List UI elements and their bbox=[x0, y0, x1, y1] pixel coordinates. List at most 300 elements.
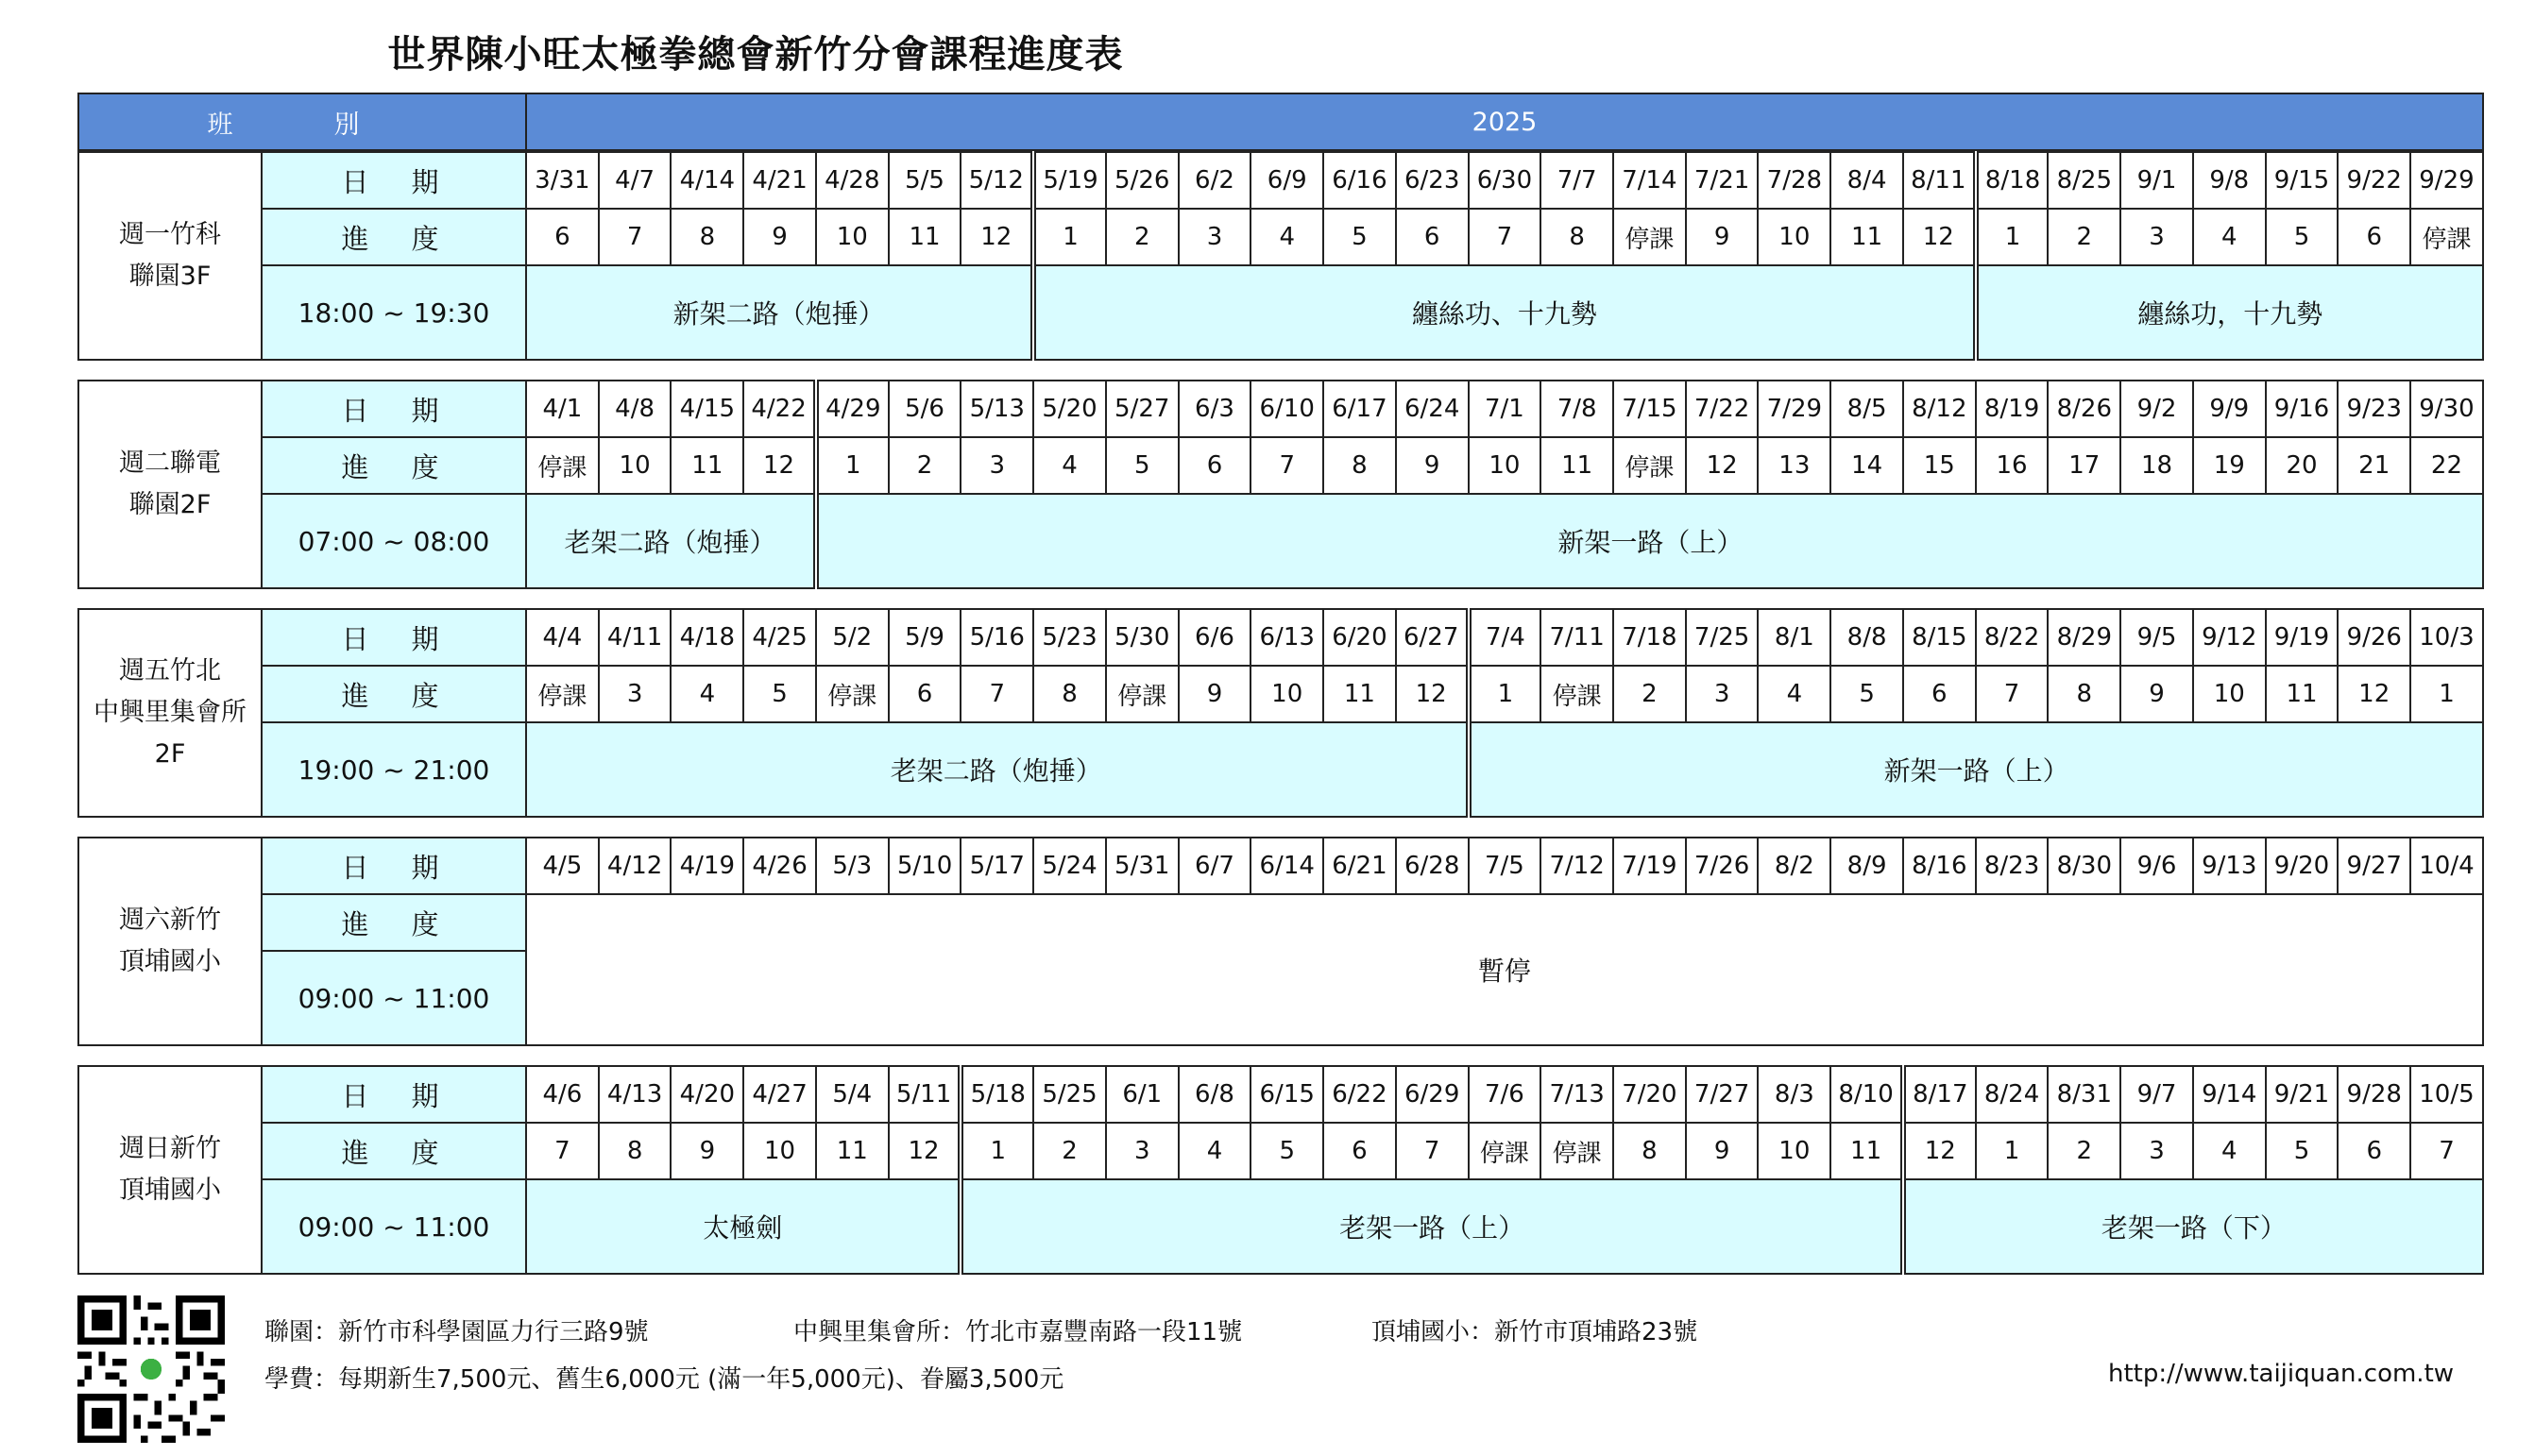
date-cell: 7/6 bbox=[1469, 1066, 1541, 1123]
progress-cell: 2 bbox=[1033, 1123, 1106, 1179]
date-cell: 7/14 bbox=[1613, 152, 1686, 209]
progress-cell: 停課 bbox=[1540, 666, 1613, 722]
progress-cell: 4 bbox=[1758, 666, 1830, 722]
date-cell: 8/10 bbox=[1830, 1066, 1903, 1123]
progress-cell: 6 bbox=[526, 209, 599, 265]
progress-cell: 12 bbox=[1686, 437, 1759, 494]
date-cell: 3/31 bbox=[526, 152, 599, 209]
date-cell: 8/8 bbox=[1830, 609, 1903, 666]
progress-cell: 10 bbox=[743, 1123, 816, 1179]
date-cell: 9/2 bbox=[2120, 381, 2193, 437]
date-cell: 9/14 bbox=[2193, 1066, 2266, 1123]
progress-cell: 3 bbox=[1686, 666, 1759, 722]
class-schedule-5 bbox=[77, 1065, 2484, 1275]
class-name-line: 聯園3F bbox=[128, 262, 212, 291]
date-cell: 8/29 bbox=[2048, 609, 2120, 666]
progress-cell: 6 bbox=[1179, 437, 1251, 494]
date-cell: 4/25 bbox=[743, 609, 816, 666]
class-header: 班 別 bbox=[78, 93, 526, 150]
progress-row-label: 進 度 bbox=[262, 437, 526, 494]
curriculum-phase: 老架一路（上） bbox=[961, 1179, 1903, 1274]
progress-cell: 9 bbox=[1686, 209, 1759, 265]
progress-cell: 20 bbox=[2266, 437, 2339, 494]
date-cell: 7/19 bbox=[1613, 838, 1686, 894]
progress-cell: 7 bbox=[526, 1123, 599, 1179]
date-cell: 8/15 bbox=[1903, 609, 1976, 666]
class-name bbox=[78, 838, 262, 1045]
date-cell: 4/20 bbox=[671, 1066, 743, 1123]
date-cell: 4/5 bbox=[526, 838, 599, 894]
date-cell: 4/6 bbox=[526, 1066, 599, 1123]
date-cell: 9/29 bbox=[2410, 152, 2483, 209]
date-row-label: 日 期 bbox=[262, 152, 526, 209]
progress-cell: 2 bbox=[1613, 666, 1686, 722]
date-cell: 9/5 bbox=[2120, 609, 2193, 666]
progress-cell: 1 bbox=[1033, 209, 1106, 265]
class-time: 19:00 ~ 21:00 bbox=[262, 722, 526, 817]
progress-cell: 停課 bbox=[1613, 437, 1686, 494]
date-cell: 6/1 bbox=[1106, 1066, 1179, 1123]
progress-cell: 3 bbox=[599, 666, 672, 722]
progress-cell: 5 bbox=[743, 666, 816, 722]
progress-cell: 6 bbox=[2338, 209, 2410, 265]
progress-cell: 3 bbox=[2120, 1123, 2193, 1179]
date-cell: 5/4 bbox=[816, 1066, 889, 1123]
date-cell: 7/29 bbox=[1758, 381, 1830, 437]
date-cell: 4/1 bbox=[526, 381, 599, 437]
date-cell: 7/18 bbox=[1613, 609, 1686, 666]
date-cell: 4/12 bbox=[599, 838, 672, 894]
date-cell: 5/27 bbox=[1106, 381, 1179, 437]
class-name bbox=[78, 152, 262, 360]
progress-cell: 10 bbox=[1758, 1123, 1830, 1179]
progress-cell: 3 bbox=[961, 437, 1033, 494]
progress-cell: 21 bbox=[2338, 437, 2410, 494]
date-cell: 5/30 bbox=[1106, 609, 1179, 666]
progress-cell: 停課 bbox=[2410, 209, 2483, 265]
date-cell: 6/17 bbox=[1323, 381, 1396, 437]
progress-cell: 13 bbox=[1758, 437, 1830, 494]
date-cell: 8/4 bbox=[1830, 152, 1903, 209]
class-name bbox=[78, 609, 262, 817]
progress-row-label: 進 度 bbox=[262, 894, 526, 951]
date-cell: 9/16 bbox=[2266, 381, 2339, 437]
class-schedule-4 bbox=[77, 837, 2484, 1046]
date-cell: 9/15 bbox=[2266, 152, 2339, 209]
curriculum-phase: 新架一路（上） bbox=[1469, 722, 2483, 817]
progress-cell: 7 bbox=[961, 666, 1033, 722]
date-cell: 4/11 bbox=[599, 609, 672, 666]
date-cell: 6/28 bbox=[1396, 838, 1469, 894]
date-cell: 6/3 bbox=[1179, 381, 1251, 437]
date-cell: 6/9 bbox=[1250, 152, 1323, 209]
date-cell: 5/17 bbox=[961, 838, 1033, 894]
date-cell: 8/31 bbox=[2048, 1066, 2120, 1123]
progress-cell: 5 bbox=[2266, 209, 2339, 265]
date-cell: 8/1 bbox=[1758, 609, 1830, 666]
date-cell: 9/20 bbox=[2266, 838, 2339, 894]
progress-cell: 2 bbox=[889, 437, 961, 494]
date-cell: 4/7 bbox=[599, 152, 672, 209]
date-cell: 5/26 bbox=[1106, 152, 1179, 209]
date-cell: 7/7 bbox=[1540, 152, 1613, 209]
progress-cell: 17 bbox=[2048, 437, 2120, 494]
progress-cell: 停課 bbox=[526, 666, 599, 722]
progress-cell: 4 bbox=[1250, 209, 1323, 265]
date-cell: 5/18 bbox=[961, 1066, 1033, 1123]
date-cell: 6/14 bbox=[1250, 838, 1323, 894]
progress-cell: 16 bbox=[1976, 437, 2049, 494]
date-cell: 6/13 bbox=[1250, 609, 1323, 666]
date-cell: 6/7 bbox=[1179, 838, 1251, 894]
date-cell: 5/9 bbox=[889, 609, 961, 666]
progress-cell: 7 bbox=[1469, 209, 1541, 265]
date-cell: 9/21 bbox=[2266, 1066, 2339, 1123]
date-cell: 7/25 bbox=[1686, 609, 1759, 666]
progress-cell: 11 bbox=[2266, 666, 2339, 722]
date-cell: 6/30 bbox=[1469, 152, 1541, 209]
date-cell: 7/4 bbox=[1469, 609, 1541, 666]
progress-cell: 1 bbox=[1469, 666, 1541, 722]
date-cell: 4/22 bbox=[743, 381, 816, 437]
date-cell: 4/19 bbox=[671, 838, 743, 894]
progress-row-label: 進 度 bbox=[262, 209, 526, 265]
progress-cell: 6 bbox=[2338, 1123, 2410, 1179]
progress-cell: 8 bbox=[671, 209, 743, 265]
date-cell: 4/15 bbox=[671, 381, 743, 437]
progress-row-label: 進 度 bbox=[262, 1123, 526, 1179]
class-name-line: 2F bbox=[154, 739, 186, 769]
date-cell: 8/24 bbox=[1976, 1066, 2049, 1123]
date-cell: 10/4 bbox=[2410, 838, 2483, 894]
progress-cell: 1 bbox=[1976, 1123, 2049, 1179]
progress-cell: 4 bbox=[2193, 209, 2266, 265]
date-cell: 7/22 bbox=[1686, 381, 1759, 437]
progress-cell: 19 bbox=[2193, 437, 2266, 494]
date-cell: 6/10 bbox=[1250, 381, 1323, 437]
progress-cell: 1 bbox=[816, 437, 889, 494]
progress-cell: 9 bbox=[1686, 1123, 1759, 1179]
class-time: 09:00 ~ 11:00 bbox=[262, 1179, 526, 1274]
progress-cell: 11 bbox=[1830, 1123, 1903, 1179]
progress-cell: 8 bbox=[1613, 1123, 1686, 1179]
progress-cell: 11 bbox=[1540, 437, 1613, 494]
date-row-label: 日 期 bbox=[262, 381, 526, 437]
progress-cell: 12 bbox=[1396, 666, 1469, 722]
date-row-label: 日 期 bbox=[262, 838, 526, 894]
progress-cell: 1 bbox=[1976, 209, 2049, 265]
progress-cell: 6 bbox=[1903, 666, 1976, 722]
date-cell: 7/28 bbox=[1758, 152, 1830, 209]
progress-cell: 12 bbox=[1903, 1123, 1976, 1179]
progress-cell: 12 bbox=[1903, 209, 1976, 265]
progress-cell: 11 bbox=[816, 1123, 889, 1179]
class-name-line: 週一竹科 bbox=[119, 220, 221, 249]
class-name-line: 頂埔國小 bbox=[119, 1176, 221, 1205]
progress-cell: 1 bbox=[961, 1123, 1033, 1179]
date-cell: 7/13 bbox=[1540, 1066, 1613, 1123]
date-cell: 7/27 bbox=[1686, 1066, 1759, 1123]
date-cell: 5/11 bbox=[889, 1066, 961, 1123]
date-cell: 5/25 bbox=[1033, 1066, 1106, 1123]
date-cell: 8/2 bbox=[1758, 838, 1830, 894]
date-cell: 4/29 bbox=[816, 381, 889, 437]
progress-cell: 10 bbox=[2193, 666, 2266, 722]
date-cell: 5/5 bbox=[889, 152, 961, 209]
progress-cell: 7 bbox=[1976, 666, 2049, 722]
progress-cell: 22 bbox=[2410, 437, 2483, 494]
curriculum-phase: 老架二路（炮捶） bbox=[526, 494, 816, 588]
date-cell: 7/15 bbox=[1613, 381, 1686, 437]
date-cell: 4/28 bbox=[816, 152, 889, 209]
progress-cell: 12 bbox=[743, 437, 816, 494]
progress-cell: 7 bbox=[599, 209, 672, 265]
qr-code bbox=[77, 1295, 225, 1443]
date-cell: 6/16 bbox=[1323, 152, 1396, 209]
date-cell: 5/16 bbox=[961, 609, 1033, 666]
date-cell: 10/3 bbox=[2410, 609, 2483, 666]
progress-cell: 停課 bbox=[1106, 666, 1179, 722]
date-cell: 9/23 bbox=[2338, 381, 2410, 437]
progress-cell: 9 bbox=[1179, 666, 1251, 722]
progress-cell: 7 bbox=[1250, 437, 1323, 494]
date-cell: 5/24 bbox=[1033, 838, 1106, 894]
class-schedule-3 bbox=[77, 608, 2484, 818]
progress-cell: 14 bbox=[1830, 437, 1903, 494]
progress-cell: 10 bbox=[1469, 437, 1541, 494]
date-cell: 4/14 bbox=[671, 152, 743, 209]
progress-cell: 7 bbox=[2410, 1123, 2483, 1179]
date-cell: 9/22 bbox=[2338, 152, 2410, 209]
date-cell: 6/8 bbox=[1179, 1066, 1251, 1123]
progress-cell: 5 bbox=[1830, 666, 1903, 722]
date-cell: 5/2 bbox=[816, 609, 889, 666]
date-cell: 6/27 bbox=[1396, 609, 1469, 666]
date-cell: 7/26 bbox=[1686, 838, 1759, 894]
date-cell: 6/2 bbox=[1179, 152, 1251, 209]
header-band bbox=[77, 93, 2484, 151]
tuition-fees: 學費：每期新生7,500元、舊生6,000元 (滿一年5,000元)、眷屬3,500元 bbox=[264, 1365, 1064, 1394]
date-cell: 6/24 bbox=[1396, 381, 1469, 437]
date-cell: 5/20 bbox=[1033, 381, 1106, 437]
date-cell: 9/28 bbox=[2338, 1066, 2410, 1123]
date-cell: 5/19 bbox=[1033, 152, 1106, 209]
date-cell: 6/20 bbox=[1323, 609, 1396, 666]
date-cell: 4/4 bbox=[526, 609, 599, 666]
date-cell: 8/12 bbox=[1903, 381, 1976, 437]
date-cell: 9/7 bbox=[2120, 1066, 2193, 1123]
progress-cell: 2 bbox=[2048, 1123, 2120, 1179]
progress-cell: 4 bbox=[1179, 1123, 1251, 1179]
class-time: 18:00 ~ 19:30 bbox=[262, 265, 526, 360]
date-cell: 10/5 bbox=[2410, 1066, 2483, 1123]
date-cell: 9/30 bbox=[2410, 381, 2483, 437]
progress-cell: 6 bbox=[1323, 1123, 1396, 1179]
progress-cell: 1 bbox=[2410, 666, 2483, 722]
date-cell: 8/3 bbox=[1758, 1066, 1830, 1123]
progress-cell: 12 bbox=[2338, 666, 2410, 722]
progress-cell: 8 bbox=[1033, 666, 1106, 722]
website-url[interactable]: http://www.taijiquan.com.tw bbox=[2108, 1360, 2455, 1388]
progress-cell: 9 bbox=[671, 1123, 743, 1179]
date-cell: 9/26 bbox=[2338, 609, 2410, 666]
date-cell: 4/21 bbox=[743, 152, 816, 209]
date-cell: 4/13 bbox=[599, 1066, 672, 1123]
date-cell: 6/6 bbox=[1179, 609, 1251, 666]
progress-cell: 18 bbox=[2120, 437, 2193, 494]
address-zhongxing: 中興里集會所：竹北市嘉豐南路一段11號 bbox=[793, 1318, 1243, 1346]
date-cell: 6/29 bbox=[1396, 1066, 1469, 1123]
class-name-line: 聯園2F bbox=[128, 490, 212, 519]
progress-cell: 5 bbox=[1106, 437, 1179, 494]
page-title: 世界陳小旺太極拳總會新竹分會課程進度表 bbox=[387, 33, 1124, 76]
date-cell: 8/23 bbox=[1976, 838, 2049, 894]
date-cell: 6/21 bbox=[1323, 838, 1396, 894]
progress-cell: 5 bbox=[1250, 1123, 1323, 1179]
progress-cell: 9 bbox=[1396, 437, 1469, 494]
progress-cell: 8 bbox=[1540, 209, 1613, 265]
date-cell: 4/27 bbox=[743, 1066, 816, 1123]
date-cell: 7/8 bbox=[1540, 381, 1613, 437]
date-cell: 8/5 bbox=[1830, 381, 1903, 437]
progress-cell: 3 bbox=[1106, 1123, 1179, 1179]
date-cell: 8/22 bbox=[1976, 609, 2049, 666]
date-cell: 9/6 bbox=[2120, 838, 2193, 894]
progress-cell: 10 bbox=[1250, 666, 1323, 722]
date-cell: 4/26 bbox=[743, 838, 816, 894]
date-cell: 5/6 bbox=[889, 381, 961, 437]
class-name-line: 週二聯電 bbox=[119, 449, 221, 478]
curriculum-phase: 纏絲功，十九勢 bbox=[1976, 265, 2483, 360]
class-name bbox=[78, 1066, 262, 1274]
progress-cell: 停課 bbox=[816, 666, 889, 722]
progress-cell: 11 bbox=[1323, 666, 1396, 722]
class-schedule-2 bbox=[77, 380, 2484, 589]
progress-cell: 10 bbox=[1758, 209, 1830, 265]
class-name-line: 週六新竹 bbox=[119, 906, 221, 935]
date-cell: 8/25 bbox=[2048, 152, 2120, 209]
curriculum-phase: 太極劍 bbox=[526, 1179, 961, 1274]
date-cell: 6/15 bbox=[1250, 1066, 1323, 1123]
progress-cell: 4 bbox=[1033, 437, 1106, 494]
class-name bbox=[78, 381, 262, 588]
date-cell: 7/20 bbox=[1613, 1066, 1686, 1123]
curriculum-phase: 纏絲功、十九勢 bbox=[1033, 265, 1976, 360]
date-cell: 4/18 bbox=[671, 609, 743, 666]
date-cell: 5/3 bbox=[816, 838, 889, 894]
class-name-line: 週五竹北 bbox=[119, 656, 221, 686]
class-name-line: 中興里集會所 bbox=[94, 698, 247, 727]
date-cell: 8/26 bbox=[2048, 381, 2120, 437]
date-cell: 8/19 bbox=[1976, 381, 2049, 437]
date-cell: 5/23 bbox=[1033, 609, 1106, 666]
date-cell: 5/10 bbox=[889, 838, 961, 894]
date-cell: 9/19 bbox=[2266, 609, 2339, 666]
progress-cell: 停課 bbox=[1540, 1123, 1613, 1179]
progress-cell: 11 bbox=[671, 437, 743, 494]
year-header: 2025 bbox=[526, 93, 2483, 150]
progress-cell: 4 bbox=[671, 666, 743, 722]
date-cell: 8/11 bbox=[1903, 152, 1976, 209]
progress-cell: 4 bbox=[2193, 1123, 2266, 1179]
date-row-label: 日 期 bbox=[262, 1066, 526, 1123]
curriculum-phase: 新架一路（上） bbox=[816, 494, 2483, 588]
date-cell: 9/9 bbox=[2193, 381, 2266, 437]
date-cell: 9/12 bbox=[2193, 609, 2266, 666]
date-cell: 8/17 bbox=[1903, 1066, 1976, 1123]
curriculum-phase: 老架一路（下） bbox=[1903, 1179, 2483, 1274]
progress-cell: 8 bbox=[599, 1123, 672, 1179]
progress-cell: 8 bbox=[2048, 666, 2120, 722]
date-cell: 8/9 bbox=[1830, 838, 1903, 894]
progress-cell: 11 bbox=[889, 209, 961, 265]
progress-row-label: 進 度 bbox=[262, 666, 526, 722]
progress-cell: 10 bbox=[816, 209, 889, 265]
progress-cell: 停課 bbox=[1613, 209, 1686, 265]
date-cell: 6/23 bbox=[1396, 152, 1469, 209]
progress-cell: 停課 bbox=[526, 437, 599, 494]
progress-cell: 9 bbox=[743, 209, 816, 265]
progress-cell: 8 bbox=[1323, 437, 1396, 494]
date-cell: 8/30 bbox=[2048, 838, 2120, 894]
class-schedule-1 bbox=[77, 151, 2484, 361]
date-cell: 7/21 bbox=[1686, 152, 1759, 209]
date-cell: 5/13 bbox=[961, 381, 1033, 437]
address-lianyuan: 聯園：新竹市科學園區力行三路9號 bbox=[264, 1318, 649, 1346]
date-cell: 5/31 bbox=[1106, 838, 1179, 894]
progress-cell: 3 bbox=[1179, 209, 1251, 265]
progress-cell: 停課 bbox=[1469, 1123, 1541, 1179]
progress-cell: 3 bbox=[2120, 209, 2193, 265]
progress-cell: 12 bbox=[889, 1123, 961, 1179]
progress-cell: 15 bbox=[1903, 437, 1976, 494]
date-cell: 9/8 bbox=[2193, 152, 2266, 209]
date-cell: 7/12 bbox=[1540, 838, 1613, 894]
date-cell: 7/11 bbox=[1540, 609, 1613, 666]
progress-cell: 7 bbox=[1396, 1123, 1469, 1179]
progress-cell: 12 bbox=[961, 209, 1033, 265]
date-cell: 9/1 bbox=[2120, 152, 2193, 209]
progress-cell: 9 bbox=[2120, 666, 2193, 722]
date-cell: 7/1 bbox=[1469, 381, 1541, 437]
date-cell: 8/18 bbox=[1976, 152, 2049, 209]
class-time: 07:00 ~ 08:00 bbox=[262, 494, 526, 588]
date-cell: 9/27 bbox=[2338, 838, 2410, 894]
paused-status: 暫停 bbox=[526, 894, 2483, 1045]
class-name-line: 週日新竹 bbox=[119, 1134, 221, 1163]
progress-cell: 5 bbox=[1323, 209, 1396, 265]
date-cell: 9/13 bbox=[2193, 838, 2266, 894]
address-dingpu: 頂埔國小：新竹市頂埔路23號 bbox=[1371, 1318, 1698, 1346]
date-cell: 4/8 bbox=[599, 381, 672, 437]
curriculum-phase: 老架二路（炮捶） bbox=[526, 722, 1469, 817]
progress-cell: 2 bbox=[2048, 209, 2120, 265]
curriculum-phase: 新架二路（炮捶） bbox=[526, 265, 1033, 360]
date-cell: 6/22 bbox=[1323, 1066, 1396, 1123]
progress-cell: 2 bbox=[1106, 209, 1179, 265]
progress-cell: 10 bbox=[599, 437, 672, 494]
date-row-label: 日 期 bbox=[262, 609, 526, 666]
class-time: 09:00 ~ 11:00 bbox=[262, 951, 526, 1045]
progress-cell: 11 bbox=[1830, 209, 1903, 265]
date-cell: 5/12 bbox=[961, 152, 1033, 209]
progress-cell: 5 bbox=[2266, 1123, 2339, 1179]
progress-cell: 6 bbox=[889, 666, 961, 722]
progress-cell: 6 bbox=[1396, 209, 1469, 265]
class-name-line: 頂埔國小 bbox=[119, 947, 221, 976]
date-cell: 8/16 bbox=[1903, 838, 1976, 894]
date-cell: 7/5 bbox=[1469, 838, 1541, 894]
